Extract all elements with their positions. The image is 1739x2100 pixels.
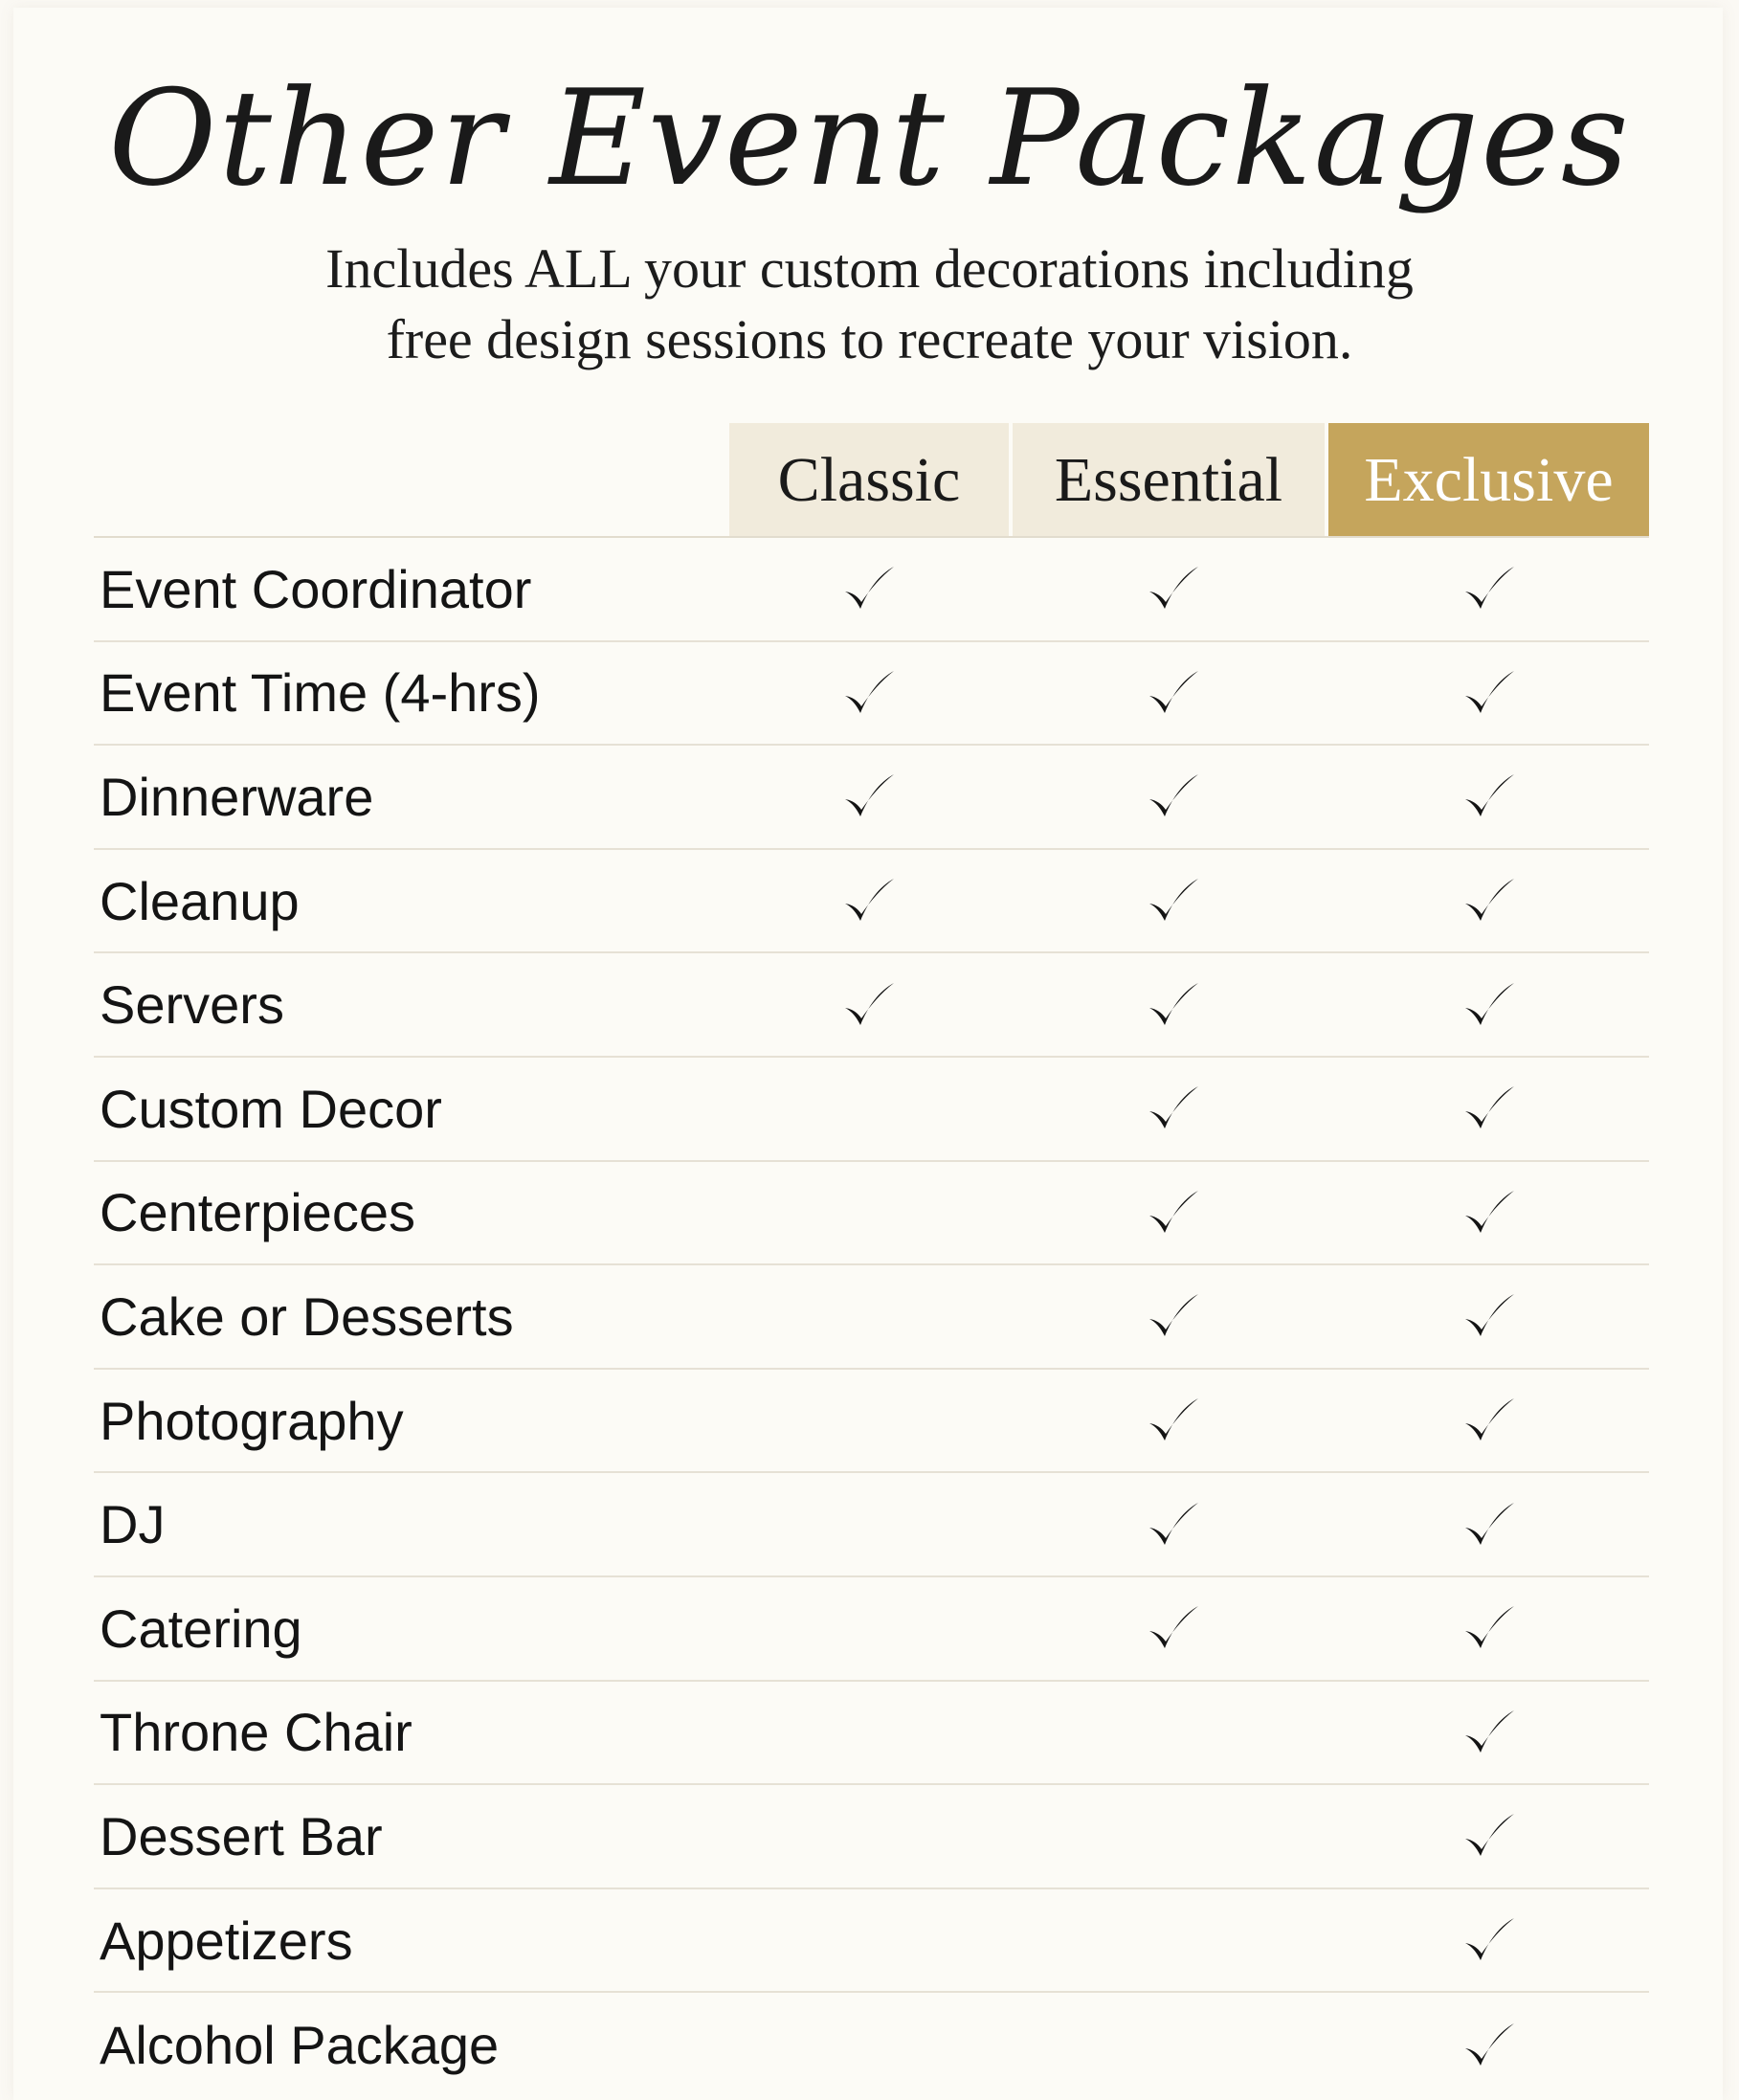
checkmark-icon <box>1432 1162 1547 1264</box>
checkmark-icon <box>812 746 926 848</box>
feature-label: Appetizers <box>100 1910 353 1971</box>
feature-label: Cake or Desserts <box>100 1285 514 1347</box>
feature-label: Photography <box>100 1390 404 1451</box>
feature-row <box>94 1577 1649 1682</box>
checkmark-icon <box>812 850 926 952</box>
column-header-essential: Essential <box>1013 423 1325 538</box>
checkmark-icon <box>1116 953 1231 1056</box>
checkmark-icon <box>1432 1889 1547 1992</box>
checkmark-icon <box>1116 1473 1231 1575</box>
checkmark-icon <box>1432 642 1547 745</box>
checkmark-icon <box>1432 1993 1547 2097</box>
feature-label: Custom Decor <box>100 1078 442 1139</box>
checkmark-icon <box>1432 953 1547 1056</box>
feature-label: DJ <box>100 1494 166 1555</box>
checkmark-icon <box>1116 1370 1231 1472</box>
checkmark-icon <box>1432 850 1547 952</box>
feature-row <box>94 1993 1649 2097</box>
feature-label: Cleanup <box>100 870 300 931</box>
checkmark-icon <box>1432 746 1547 848</box>
feature-label: Throne Chair <box>100 1702 412 1763</box>
checkmark-icon <box>1432 1785 1547 1888</box>
feature-row <box>94 1058 1649 1162</box>
checkmark-icon <box>1116 538 1231 640</box>
feature-row <box>94 1889 1649 1994</box>
checkmark-icon <box>812 953 926 1056</box>
feature-row <box>94 1785 1649 1889</box>
checkmark-icon <box>1116 1577 1231 1680</box>
column-header-classic: Classic <box>729 423 1009 538</box>
checkmark-icon <box>1116 1162 1231 1264</box>
feature-label: Event Time (4-hrs) <box>100 662 541 724</box>
checkmark-icon <box>1432 538 1547 640</box>
feature-label: Event Coordinator <box>100 558 532 619</box>
checkmark-icon <box>1432 1577 1547 1680</box>
feature-label: Dinnerware <box>100 766 374 827</box>
checkmark-icon <box>812 538 926 640</box>
checkmark-icon <box>1116 746 1231 848</box>
feature-row <box>94 1682 1649 1786</box>
feature-row <box>94 953 1649 1058</box>
feature-row <box>94 1162 1649 1266</box>
checkmark-icon <box>812 642 926 745</box>
checkmark-icon <box>1116 1058 1231 1160</box>
feature-row <box>94 1370 1649 1474</box>
feature-row <box>94 1473 1649 1577</box>
feature-label: Alcohol Package <box>100 2015 500 2076</box>
feature-row <box>94 746 1649 850</box>
checkmark-icon <box>1432 1370 1547 1472</box>
feature-label: Catering <box>100 1597 302 1659</box>
checkmark-icon <box>1116 1265 1231 1368</box>
checkmark-icon <box>1432 1058 1547 1160</box>
feature-label: Servers <box>100 974 284 1036</box>
checkmark-icon <box>1432 1265 1547 1368</box>
page-title: Other Event Packages <box>108 61 1631 215</box>
feature-row <box>94 1265 1649 1370</box>
checkmark-icon <box>1432 1473 1547 1575</box>
subtitle-line-1: Includes ALL your custom decorations including <box>325 237 1414 300</box>
checkmark-icon <box>1432 1682 1547 1784</box>
feature-table <box>94 538 1649 2097</box>
feature-label: Dessert Bar <box>100 1805 383 1866</box>
feature-row <box>94 642 1649 747</box>
feature-label: Centerpieces <box>100 1182 415 1243</box>
column-header-exclusive: Exclusive <box>1328 423 1649 538</box>
subtitle-line-2: free design sessions to recreate your vision. <box>386 308 1353 370</box>
feature-row <box>94 538 1649 642</box>
feature-row <box>94 850 1649 954</box>
checkmark-icon <box>1116 642 1231 745</box>
checkmark-icon <box>1116 850 1231 952</box>
